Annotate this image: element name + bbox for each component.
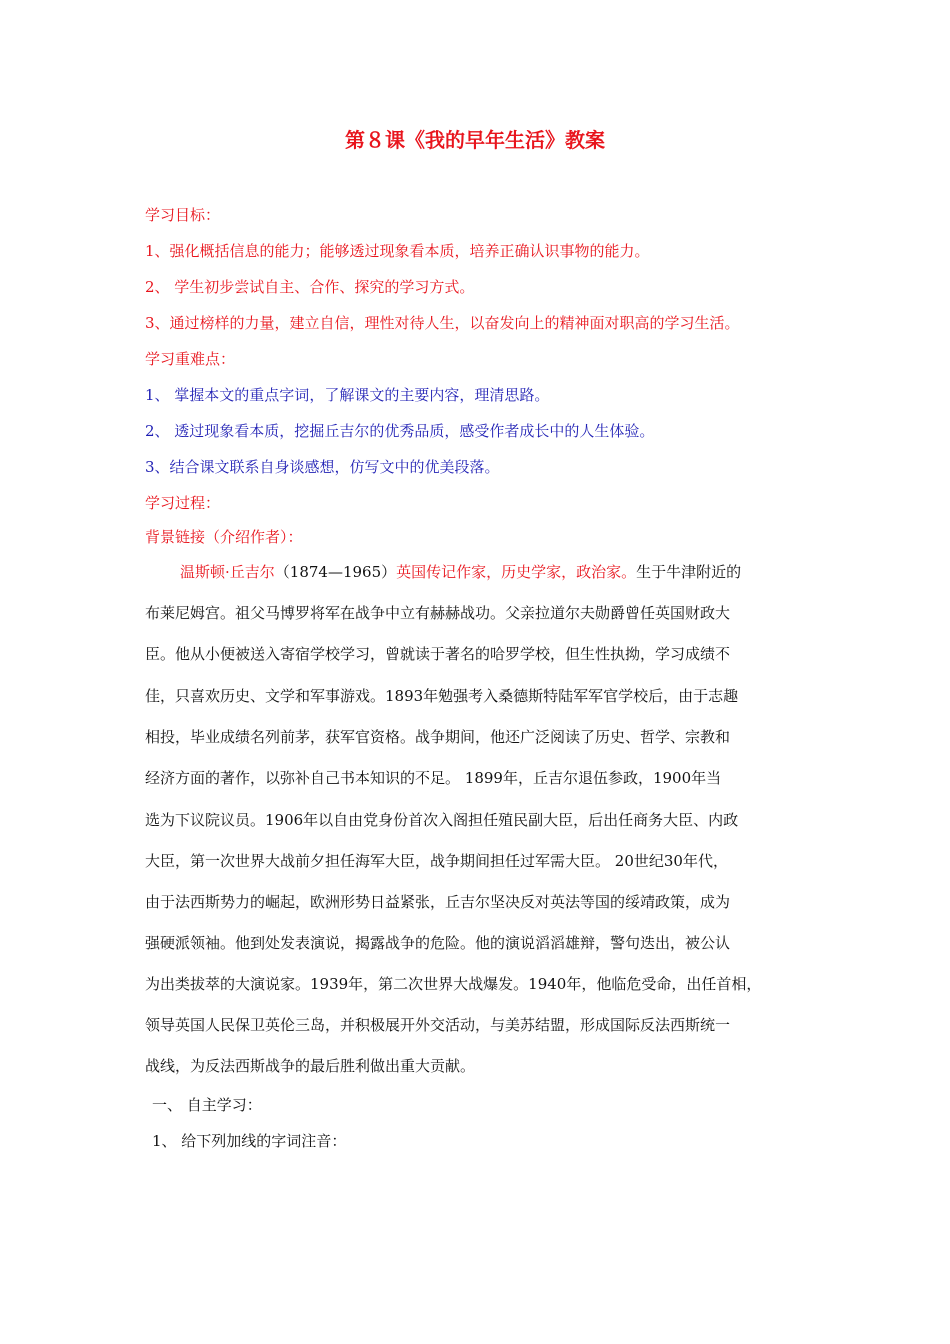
- keypoints-heading: 学习重难点：: [145, 350, 236, 368]
- section-heading: 一、 自主学习：: [152, 1096, 262, 1114]
- bio-line: 选为下议院议员。1906年以自由党身份首次入阁担任殖民副大臣，后出任商务大臣、内政: [145, 811, 739, 829]
- bio-line: 战线，为反法西斯战争的最后胜利做出重大贡献。: [145, 1057, 476, 1075]
- bio-first-rest: 生于牛津附近的: [636, 563, 742, 581]
- bio-line: 相投，毕业成绩名列前茅，获军官资格。战争期间，他还广泛阅读了历史、哲学、宗教和: [145, 728, 731, 746]
- bio-roles: 英国传记作家，历史学家，政治家。: [396, 563, 637, 581]
- bio-line: 领导英国人民保卫英伦三岛，并积极展开外交活动，与美苏结盟，形成国际反法西斯统一: [145, 1016, 731, 1034]
- bio-line: 臣。他从小便被送入寄宿学校学习，曾就读于著名的哈罗学校，但生性执拗，学习成绩不: [145, 645, 731, 663]
- keypoint-item: 2、 透过现象看本质，挖掘丘吉尔的优秀品质，感受作者成长中的人生体验。: [145, 422, 655, 440]
- keypoint-item: 1、 掌握本文的重点字词，了解课文的主要内容，理清思路。: [145, 386, 550, 404]
- bio-line: 佳，只喜欢历史、文学和军事游戏。1893年勉强考入桑德斯特陆军军官学校后，由于志趣: [145, 687, 739, 705]
- bio-name: 温斯顿·丘吉尔: [180, 563, 275, 581]
- objectives-heading: 学习目标：: [145, 206, 221, 224]
- background-heading: 背景链接（介绍作者）：: [145, 528, 303, 546]
- bio-line: 强硬派领袖。他到处发表演说，揭露战争的危险。他的演说滔滔雄辩，警句迭出，被公认: [145, 934, 731, 952]
- bio-line: 大臣，第一次世界大战前夕担任海军大臣，战争期间担任过军需大臣。 20世纪30年代，: [145, 852, 728, 870]
- objective-item: 3、通过榜样的力量，建立自信，理性对待人生，以奋发向上的精神面对职高的学习生活。: [145, 314, 740, 332]
- bio-line: 布莱尼姆宫。祖父马博罗将军在战争中立有赫赫战功。父亲拉道尔夫勋爵曾任英国财政大: [145, 604, 731, 622]
- objective-item: 1、强化概括信息的能力；能够透过现象看本质，培养正确认识事物的能力。: [145, 242, 650, 260]
- objective-item: 2、 学生初步尝试自主、合作、探究的学习方式。: [145, 278, 475, 296]
- bio-line: 由于法西斯势力的崛起，欧洲形势日益紧张，丘吉尔坚决反对英法等国的绥靖政策，成为: [145, 893, 731, 911]
- bio-line: 为出类拔萃的大演说家。1939年，第二次世界大战爆发。1940年，他临危受命，出任首相，: [145, 975, 762, 993]
- process-heading: 学习过程：: [145, 494, 221, 512]
- bio-line: 经济方面的著作，以弥补自己书本知识的不足。 1899年，丘吉尔退伍参政，1900年当: [145, 769, 722, 787]
- bio-first-line: [180, 562, 805, 582]
- exercise-item: 1、 给下列加线的字词注音：: [152, 1132, 347, 1150]
- page-title: 第８课《我的早年生活》教案: [345, 128, 605, 152]
- keypoint-item: 3、结合课文联系自身谈感想，仿写文中的优美段落。: [145, 458, 500, 476]
- bio-years: （1874—1965）: [274, 563, 397, 581]
